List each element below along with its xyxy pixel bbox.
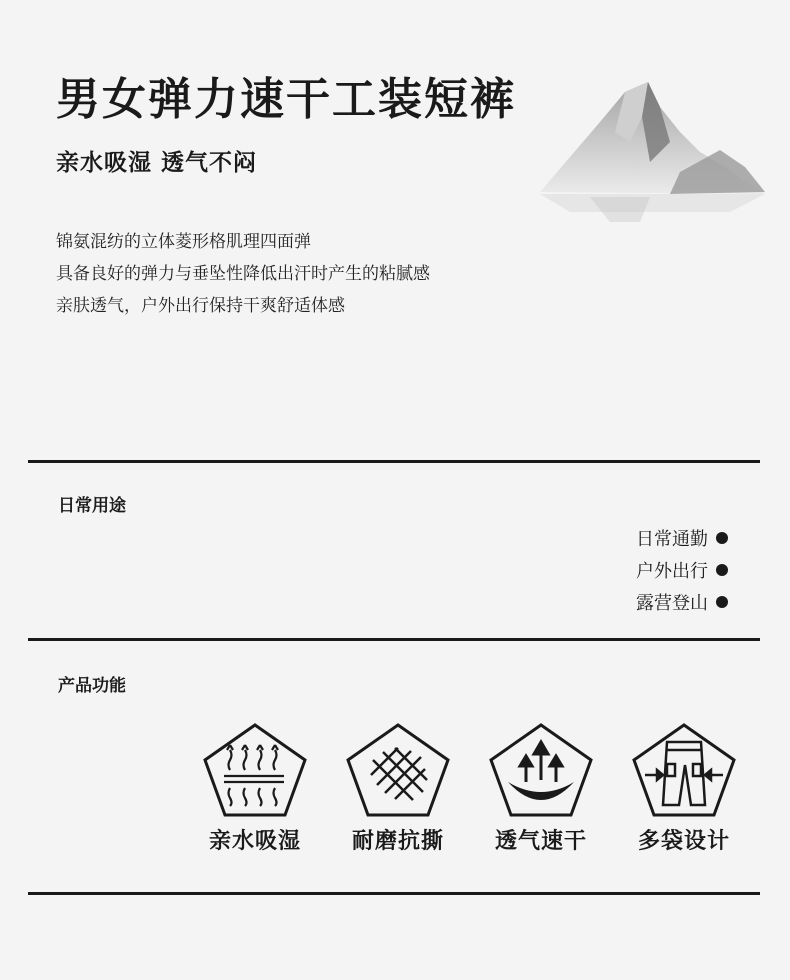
usage-item-label: 日常通勤: [636, 529, 708, 550]
product-subtitle: 亲水吸湿 透气不闷: [56, 150, 258, 176]
usage-item-label: 露营登山: [636, 593, 708, 614]
usage-section-title: 日常用途: [58, 496, 126, 516]
feature-label: 多袋设计: [637, 829, 730, 854]
feature-label: 透气速干: [494, 829, 587, 854]
moisture-wicking-icon: [200, 720, 310, 820]
functions-section-title: 产品功能: [58, 676, 126, 696]
feature-multi-pocket: [624, 720, 744, 855]
feature-moisture: [195, 720, 315, 855]
divider: [28, 638, 760, 641]
description-line: 亲肤透气，户外出行保持干爽舒适体感: [56, 296, 345, 316]
mountain-illustration: [530, 72, 770, 232]
usage-item: [636, 586, 728, 618]
feature-label: 耐磨抗撕: [351, 829, 444, 854]
divider: [28, 892, 760, 895]
divider: [28, 460, 760, 463]
product-description: [56, 226, 430, 322]
wear-resistant-icon: [343, 720, 453, 820]
multi-pocket-icon: [629, 720, 739, 820]
bullet-dot-icon: [716, 564, 728, 576]
usage-item-label: 户外出行: [636, 561, 708, 582]
usage-item: [636, 554, 728, 586]
description-line: 锦氨混纺的立体菱形格肌理四面弹: [56, 232, 311, 252]
feature-wear-resistant: [338, 720, 458, 855]
feature-label: 亲水吸湿: [208, 829, 301, 854]
product-title: 男女弹力速干工装短裤: [56, 74, 516, 125]
bullet-dot-icon: [716, 532, 728, 544]
usage-list: [636, 522, 728, 618]
bullet-dot-icon: [716, 596, 728, 608]
breathable-quick-dry-icon: [486, 720, 596, 820]
usage-item: [636, 522, 728, 554]
feature-breathable: [481, 720, 601, 855]
feature-icons-row: [190, 720, 760, 880]
description-line: 具备良好的弹力与垂坠性降低出汗时产生的粘腻感: [56, 264, 430, 284]
